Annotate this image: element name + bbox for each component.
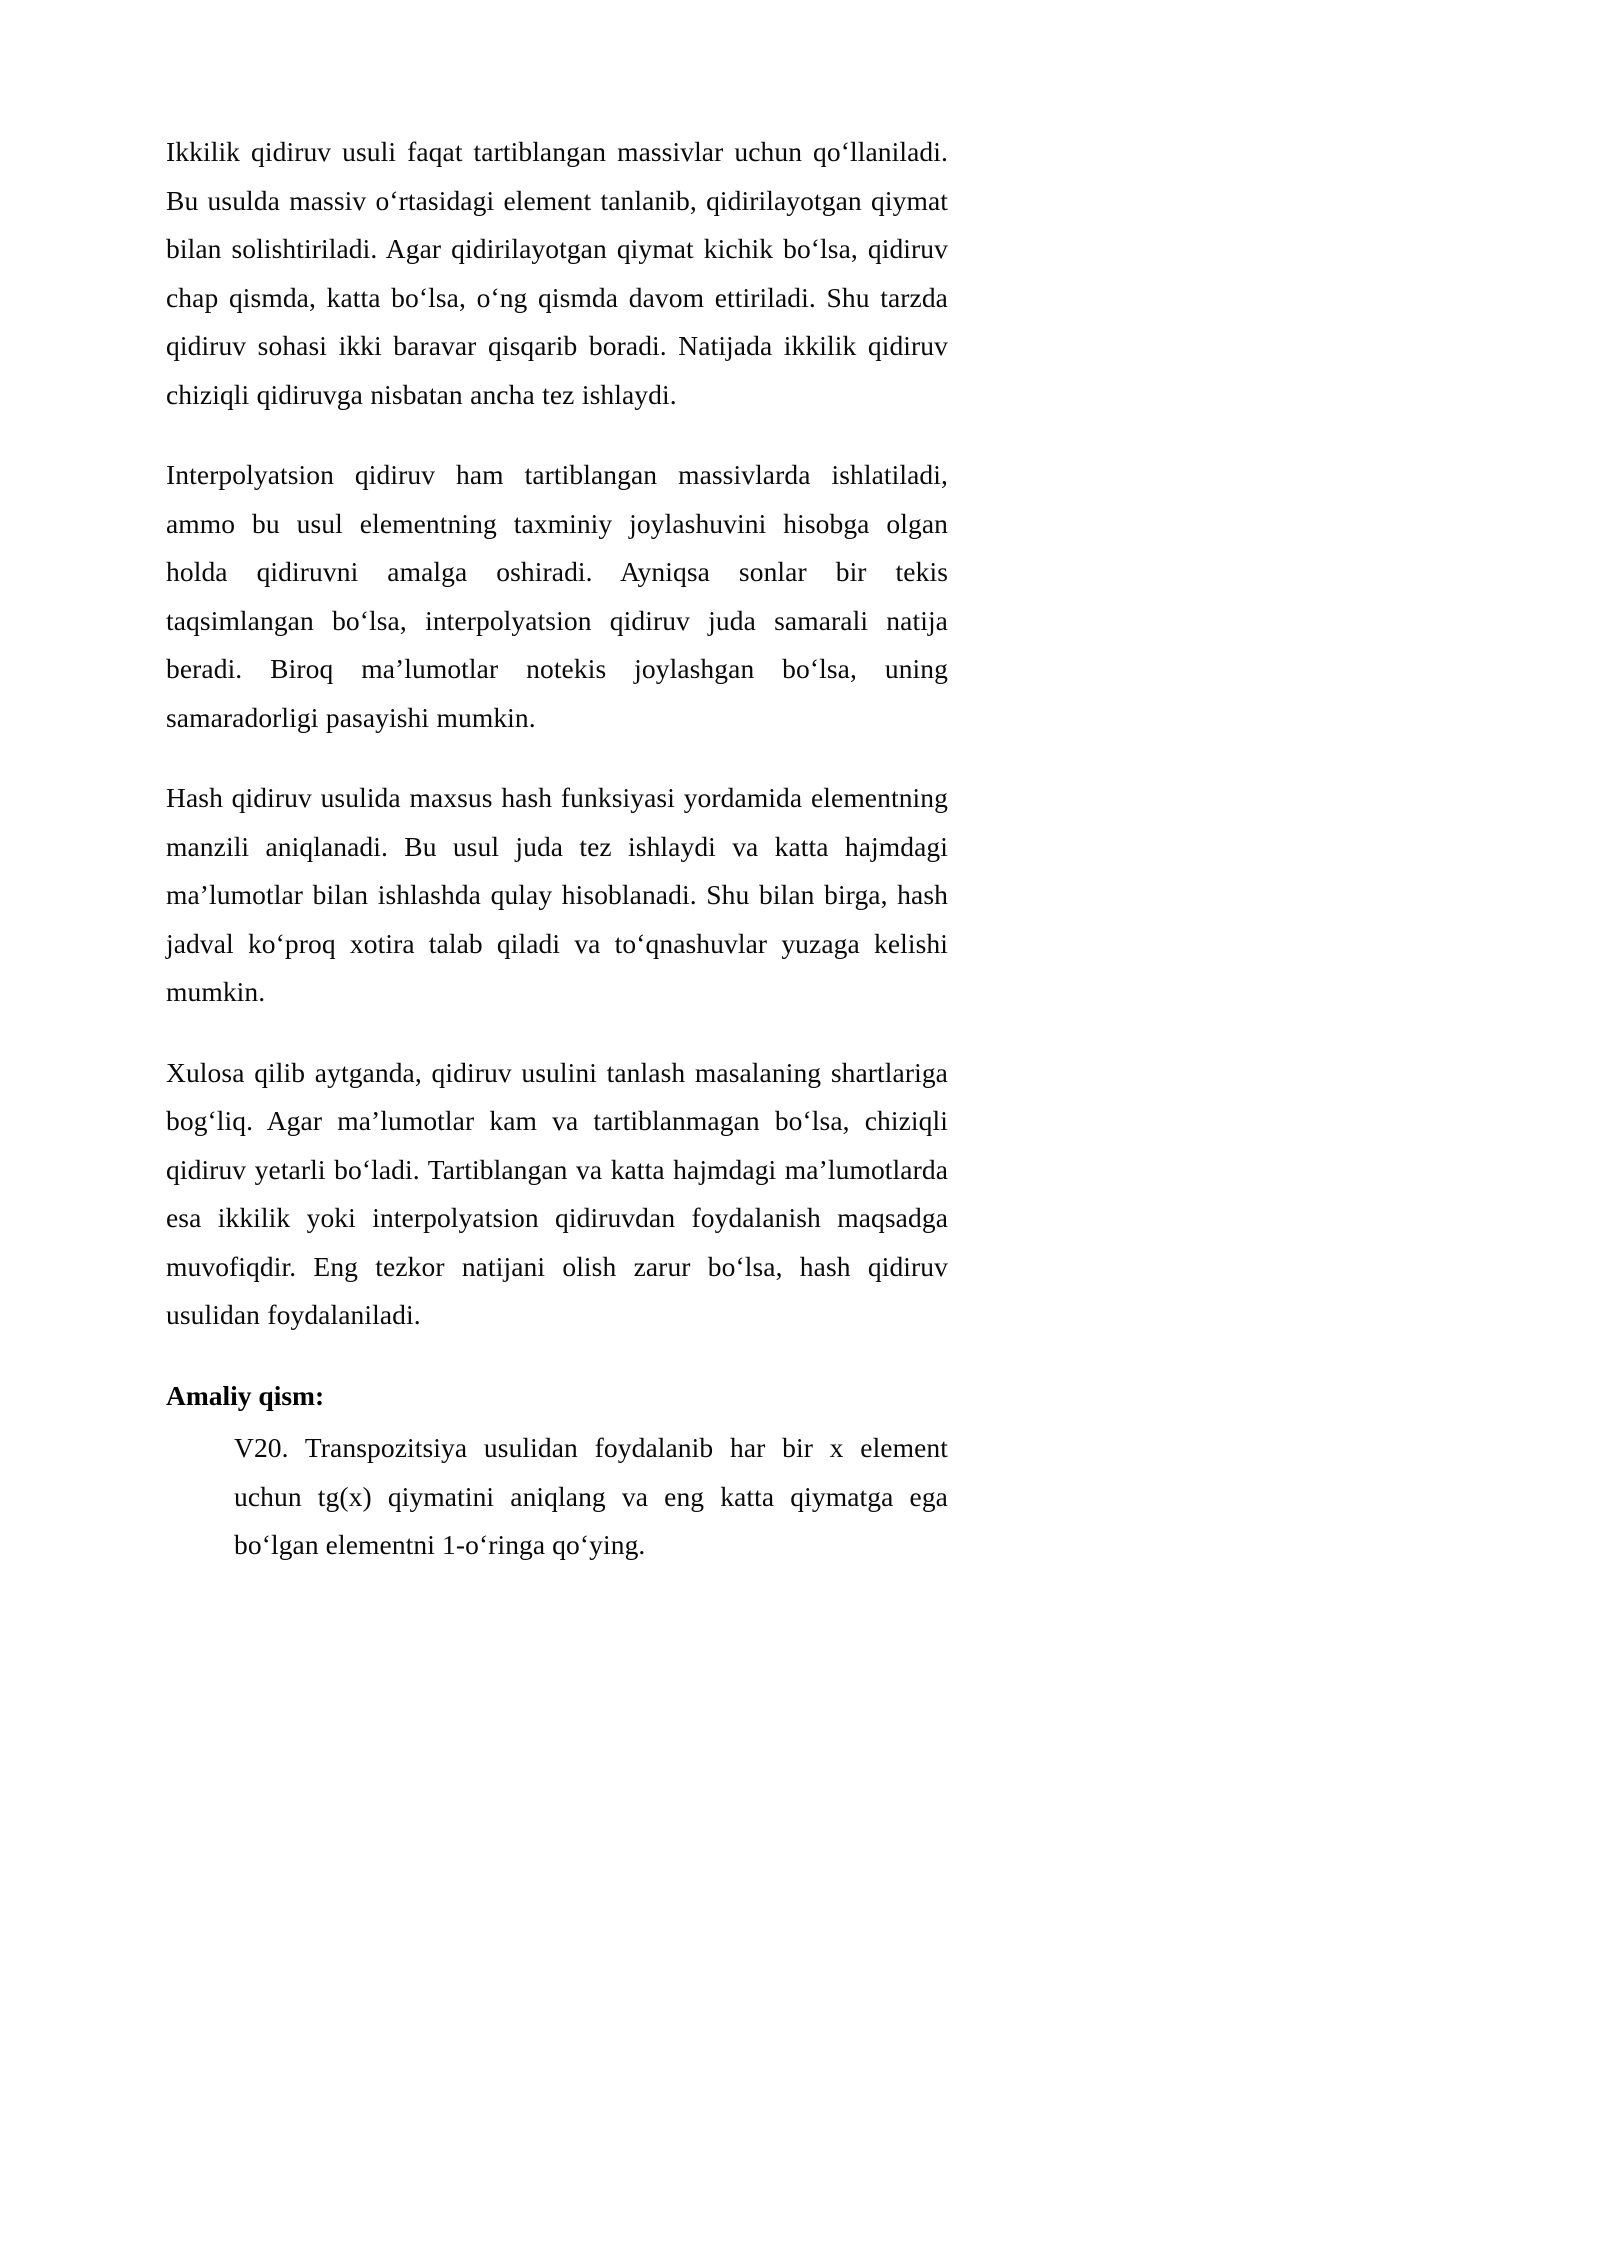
- paragraph-binary-search: Ikkilik qidiruv usuli faqat tartiblangan massivlar uchun qo‘llaniladi. Bu usulda massiv o‘rtasidagi element tanlanib, qidirilayotgan qiymat bilan solishtiriladi. Agar qidirilayotgan qiymat kichik bo‘lsa, qidiruv chap qismda, katta bo‘lsa, o‘ng qismda davom ettiriladi. Shu tarzda qidiruv sohasi ikki baravar qisqarib boradi. Natijada ikkilik qidiruv chiziqli qidiruvga nisbatan ancha tez ishlaydi.: [166, 136, 948, 410]
- paragraph-interpolation-search: Interpolyatsion qidiruv ham tartiblangan massivlarda ishlatiladi, ammo bu usul elementning taxminiy joylashuvini hisobga olgan holda qidiruvni amalga oshiradi. Ayniqsa sonlar bir tekis taqsimlangan bo‘lsa, interpolyatsion qidiruv juda samarali natija beradi. Biroq ma’lumotlar notekis joylashgan bo‘lsa, uning samaradorligi pasayishi mumkin.: [166, 459, 948, 733]
- practical-section-heading: Amaliy qism:: [166, 1379, 325, 1411]
- paragraph-hash-search: Hash qidiruv usulida maxsus hash funksiyasi yordamida elementning manzili aniqlanadi. Bu usul juda tez ishlaydi va katta hajmdagi ma’lumotlar bilan ishlashda qulay hisoblanadi. Shu bilan birga, hash jadval ko‘proq xotira talab qiladi va to‘qnashuvlar yuzaga kelishi mumkin.: [166, 782, 948, 1007]
- practical-task-text: V20. Transpozitsiya usulidan foydalanib har bir x element uchun tg(x) qiymatini aniqlang va eng katta qiymatga ega bo‘lgan elementni 1-o‘ringa qo‘ying.: [234, 1432, 948, 1560]
- document-text-column: [166, 128, 948, 1570]
- paragraph-conclusion: Xulosa qilib aytganda, qidiruv usulini tanlash masalaning shartlariga bog‘liq. Agar ma’lumotlar kam va tartiblanmagan bo‘lsa, chiziqli qidiruv yetarli bo‘ladi. Tartiblangan va katta hajmdagi ma’lumotlarda esa ikkilik yoki interpolyatsion qidiruvdan foydalanish maqsadga muvofiqdir. Eng tezkor natijani olish zarur bo‘lsa, hash qidiruv usulidan foydalaniladi.: [166, 1056, 948, 1330]
